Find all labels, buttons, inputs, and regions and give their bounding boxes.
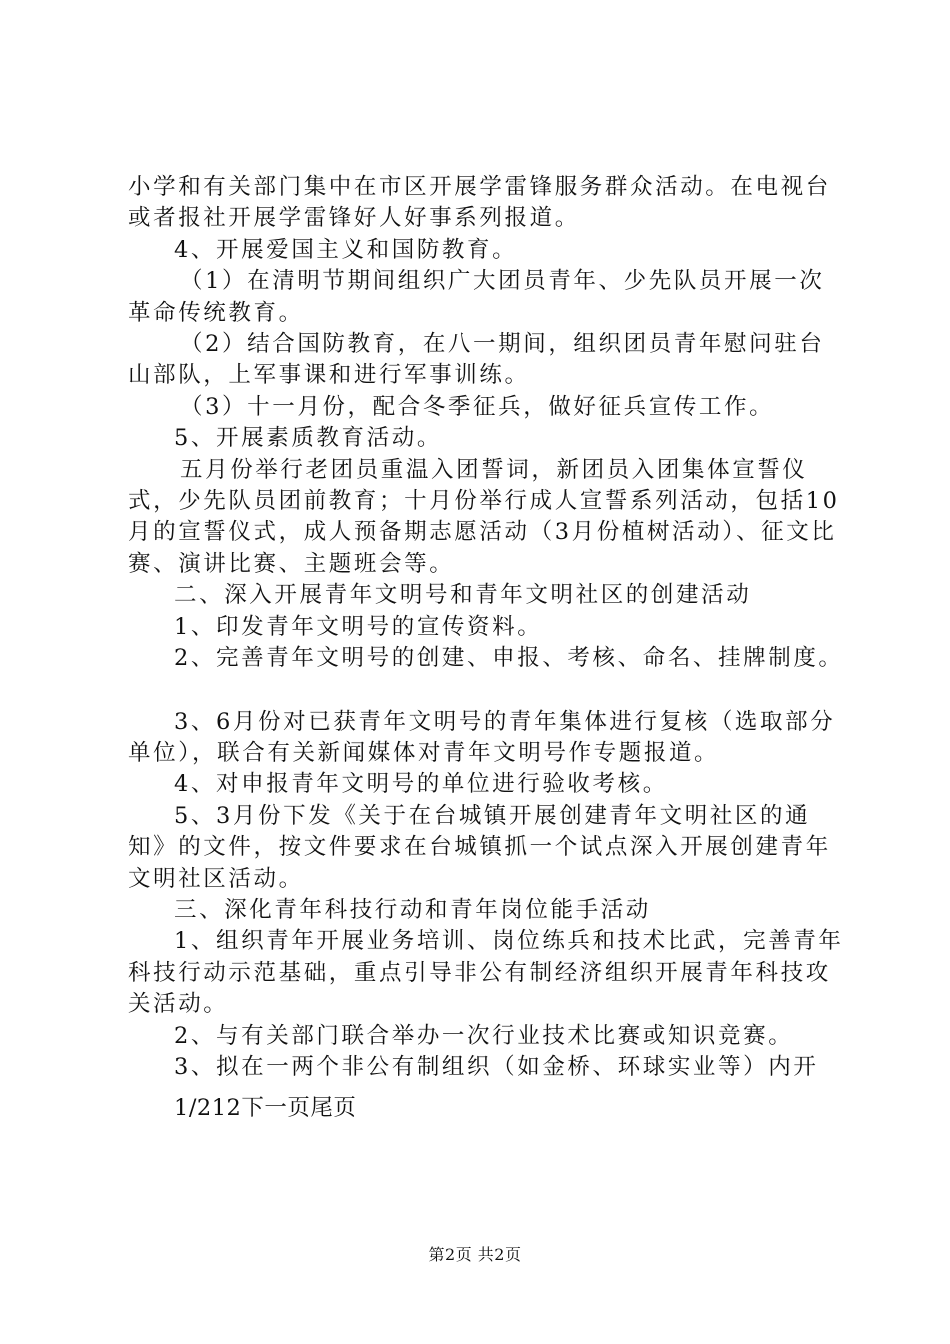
page-footer: 第2页 共2页 xyxy=(428,1245,522,1264)
paragraph-17: 3、拟在一两个非公有制组织（如金桥、环球实业等）内开 xyxy=(174,1053,819,1080)
next-page-link[interactable]: 下一页 xyxy=(241,1095,311,1121)
paragraph-15: 1、组织青年开展业务培训、岗位练兵和技术比武，完善青年科技行动示范基础，重点引导非公有制经济组织开展青年科技攻关活动。 xyxy=(128,928,844,1018)
paragraph-9: 1、印发青年文明号的宣传资料。 xyxy=(174,613,543,640)
paragraph-11: 3、6月份对已获青年文明号的青年集体进行复核（选取部分单位），联合有关新闻媒体对青年文明号作专题报道。 xyxy=(128,708,836,766)
last-page-link[interactable]: 尾页 xyxy=(310,1095,357,1121)
paragraph-13: 5、3月份下发《关于在台城镇开展创建青年文明社区的通知》的文件，按文件要求在台城镇抓一个试点深入开展创建青年文明社区活动。 xyxy=(128,802,831,892)
paragraph-12: 4、对申报青年文明号的单位进行验收考核。 xyxy=(174,771,668,798)
paragraph-7: 五月份举行老团员重温入团誓词，新团员入团集体宣誓仪式，少先队员团前教育；十月份举行成人宣誓系列活动，包括10月的宣誓仪式，成人预备期志愿活动（3月份植树活动）、征文比赛、演讲比赛、主题班会等。 xyxy=(128,456,840,577)
paragraph-3: （1）在清明节期间组织广大团员青年、少先队员开展一次革命传统教育。 xyxy=(128,268,825,326)
paragraph-6: 5、开展素质教育活动。 xyxy=(174,425,442,452)
paragraph-10: 2、完善青年文明号的创建、申报、考核、命名、挂牌制度。 xyxy=(174,645,844,672)
document-body xyxy=(128,172,848,1083)
paragraph-4: （2）结合国防教育，在八一期间，组织团员青年慰问驻台山部队，上军事课和进行军事训练。 xyxy=(128,331,825,389)
paragraph-5: （3）十一月份，配合冬季征兵，做好征兵宣传工作。 xyxy=(180,393,775,420)
paragraph-16: 2、与有关部门联合举办一次行业技术比赛或知识竞赛。 xyxy=(174,1022,794,1049)
paragraph-8: 二、深入开展青年文明号和青年文明社区的创建活动 xyxy=(174,582,752,609)
paragraph-2: 4、开展爱国主义和国防教育。 xyxy=(174,236,518,263)
pagination xyxy=(174,1093,356,1124)
page-counter: 1/212 xyxy=(174,1095,242,1121)
paragraph-1: 小学和有关部门集中在市区开展学雷锋服务群众活动。在电视台或者报社开展学雷锋好人好事系列报道。 xyxy=(128,174,831,232)
paragraph-14: 三、深化青年科技行动和青年岗位能手活动 xyxy=(174,896,651,923)
